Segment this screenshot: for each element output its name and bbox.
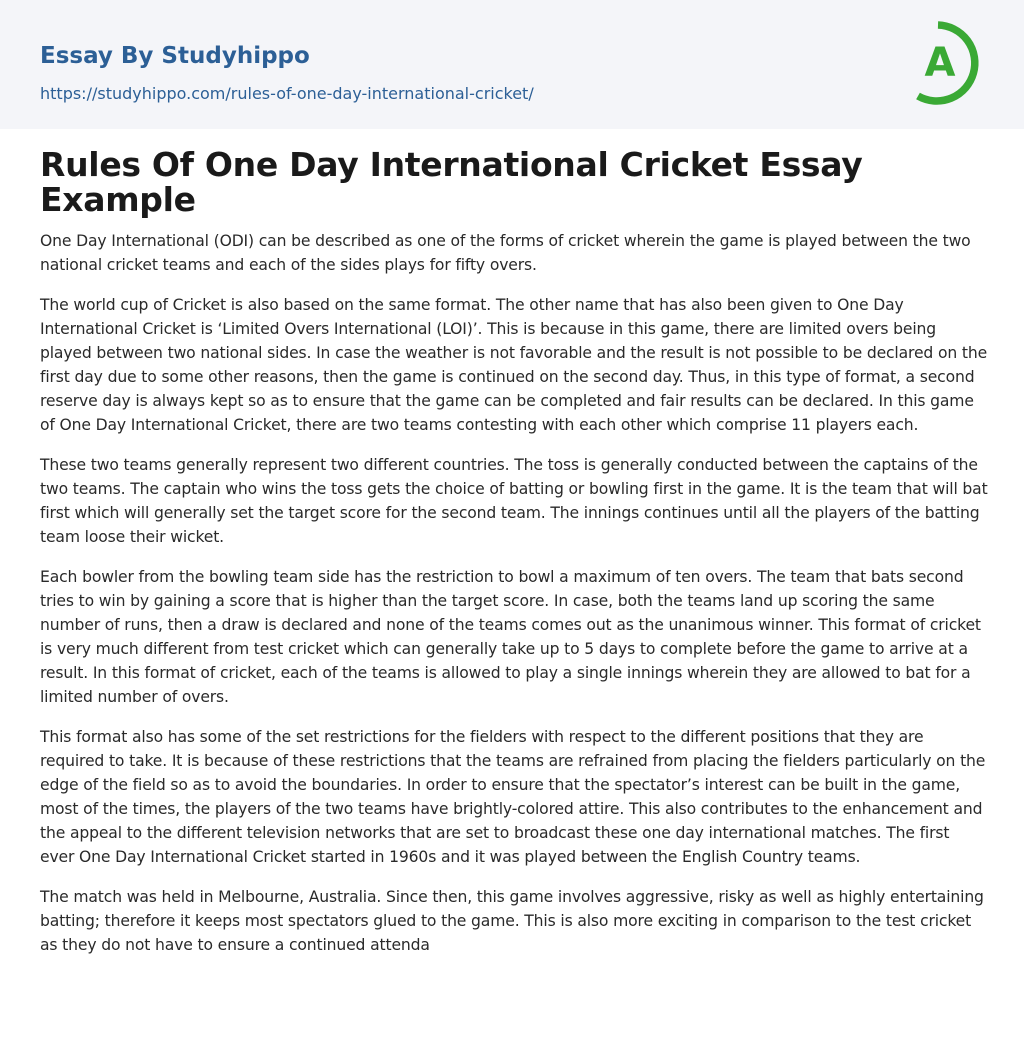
logo-ring-icon [908,16,992,108]
paragraph-3: These two teams generally represent two different countries. The toss is generally conducted between the captains of the two teams. The captain who wins the toss gets the choice of batting or bowling first in the game. It is the team that will bat first which will generally set the target score for the second team. The innings continues until all the players of the batting team loose their wicket. [40,456,988,546]
paragraph-2: The world cup of Cricket is also based on the same format. The other name that has also been given to One Day International Cricket is ‘Limited Overs International (LOI)’. This is because in this game, there are limited overs being played between two national sides. In case the weather is not favorable and the result is not possible to be declared on the first day due to some other reasons, then the game is continued on the second day. Thus, in this type of format, a second reserve day is always kept so as to ensure that the game can be completed and fair results can be declared. In this game of One Day International Cricket, there are two teams contesting with each other which comprise 11 players each. [40,296,988,434]
site-header [0,0,1024,129]
paragraph-4: Each bowler from the bowling team side has the restriction to bowl a maximum of ten overs. The team that bats second tries to win by gaining a score that is higher than the target score. In case, both the teams land up scoring the same number of runs, then a draw is declared and none of the teams comes out as the unanimous winner. This format of cricket is very much different from test cricket which can generally take up to 5 days to complete before the game to arrive at a result. In this format of cricket, each of the teams is allowed to play a single innings wherein they are allowed to bat for a limited number of overs. [40,568,981,706]
essay-url-link[interactable]: https://studyhippo.com/rules-of-one-day-international-cricket/ [40,84,534,103]
page-title: Rules Of One Day International Cricket Essay Example [40,145,863,219]
studyhippo-logo[interactable] [908,16,992,108]
logo-letter: A [924,40,956,86]
paragraph-1: One Day International (ODI) can be described as one of the forms of cricket wherein the game is played between the two national cricket teams and each of the sides plays for fifty overs. [40,232,971,274]
brand-title[interactable]: Essay By Studyhippo [40,43,310,69]
paragraph-6: The match was held in Melbourne, Australia. Since then, this game involves aggressive, risky as well as highly entertaining batting; therefore it keeps most spectators glued to the game. This is also more exciting in comparison to the test cricket as they do not have to ensure a continued attenda [40,888,984,954]
article-content [40,147,988,973]
paragraph-5: This format also has some of the set restrictions for the fielders with respect to the different positions that they are required to take. It is because of these restrictions that the teams are refrained from placing the fielders particularly on the edge of the field so as to avoid the boundaries. In order to ensure that the spectator’s interest can be built in the game, most of the times, the players of the two teams have brightly-colored attire. This also contributes to the enhancement and the appeal to the different television networks that are set to broadcast these one day international matches. The first ever One Day International Cricket started in 1960s and it was played between the English Country teams. [40,728,986,866]
